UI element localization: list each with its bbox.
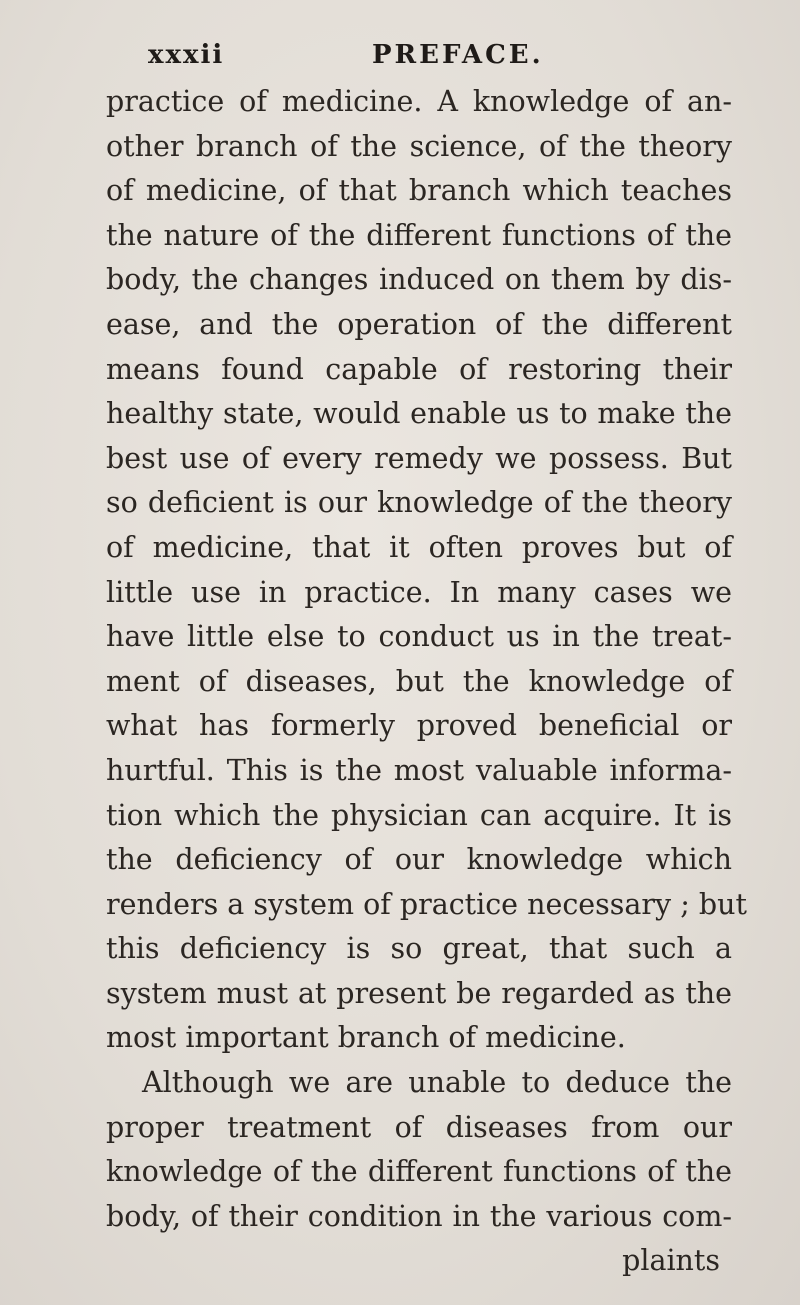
- text-line: healthy state, would enable us to make the: [106, 397, 732, 431]
- text-line: ment of diseases, but the knowledge of: [106, 664, 732, 698]
- text-line: have little else to conduct us in the treat-: [106, 620, 732, 654]
- text-line: practice of medicine. A knowledge of an-: [106, 85, 732, 118]
- catchword: plaints: [622, 1244, 720, 1278]
- text-line: of medicine, that it often proves but of: [106, 530, 732, 564]
- paragraph-start-line: Although we are unable to deduce the: [142, 1066, 732, 1100]
- text-line: best use of every remedy we possess. But: [106, 441, 732, 475]
- text-line: the nature of the different functions of the: [106, 218, 732, 252]
- text-line: renders a system of practice necessary ; but: [106, 887, 747, 921]
- text-line: system must at present be regarded as the: [106, 976, 732, 1010]
- text-line: tion which the physician can acquire. It is: [106, 798, 732, 832]
- text-line: little use in practice. In many cases we: [106, 575, 732, 609]
- text-line: body, of their condition in the various com-: [106, 1199, 732, 1233]
- text-line: of medicine, of that branch which teaches: [106, 174, 732, 208]
- running-title: PREFACE.: [372, 40, 544, 70]
- page-number: xxxii: [148, 40, 225, 70]
- text-line: body, the changes induced on them by dis-: [106, 263, 732, 297]
- text-line: knowledge of the different functions of the: [106, 1155, 732, 1189]
- text-line: ease, and the operation of the different: [106, 307, 732, 341]
- text-line: other branch of the science, of the theory: [106, 129, 732, 163]
- text-line: the deficiency of our knowledge which: [106, 843, 732, 877]
- text-line: most important branch of medicine.: [106, 1021, 626, 1055]
- text-line: proper treatment of diseases from our: [106, 1110, 732, 1144]
- text-line: this deficiency is so great, that such a: [106, 932, 732, 966]
- text-line: what has formerly proved beneficial or: [106, 709, 732, 743]
- body-text: [106, 80, 747, 1284]
- running-head: [148, 40, 608, 80]
- text-line: means found capable of restoring their: [106, 352, 732, 386]
- text-line: so deficient is our knowledge of the theory: [106, 486, 732, 520]
- text-line: hurtful. This is the most valuable informa-: [106, 753, 732, 787]
